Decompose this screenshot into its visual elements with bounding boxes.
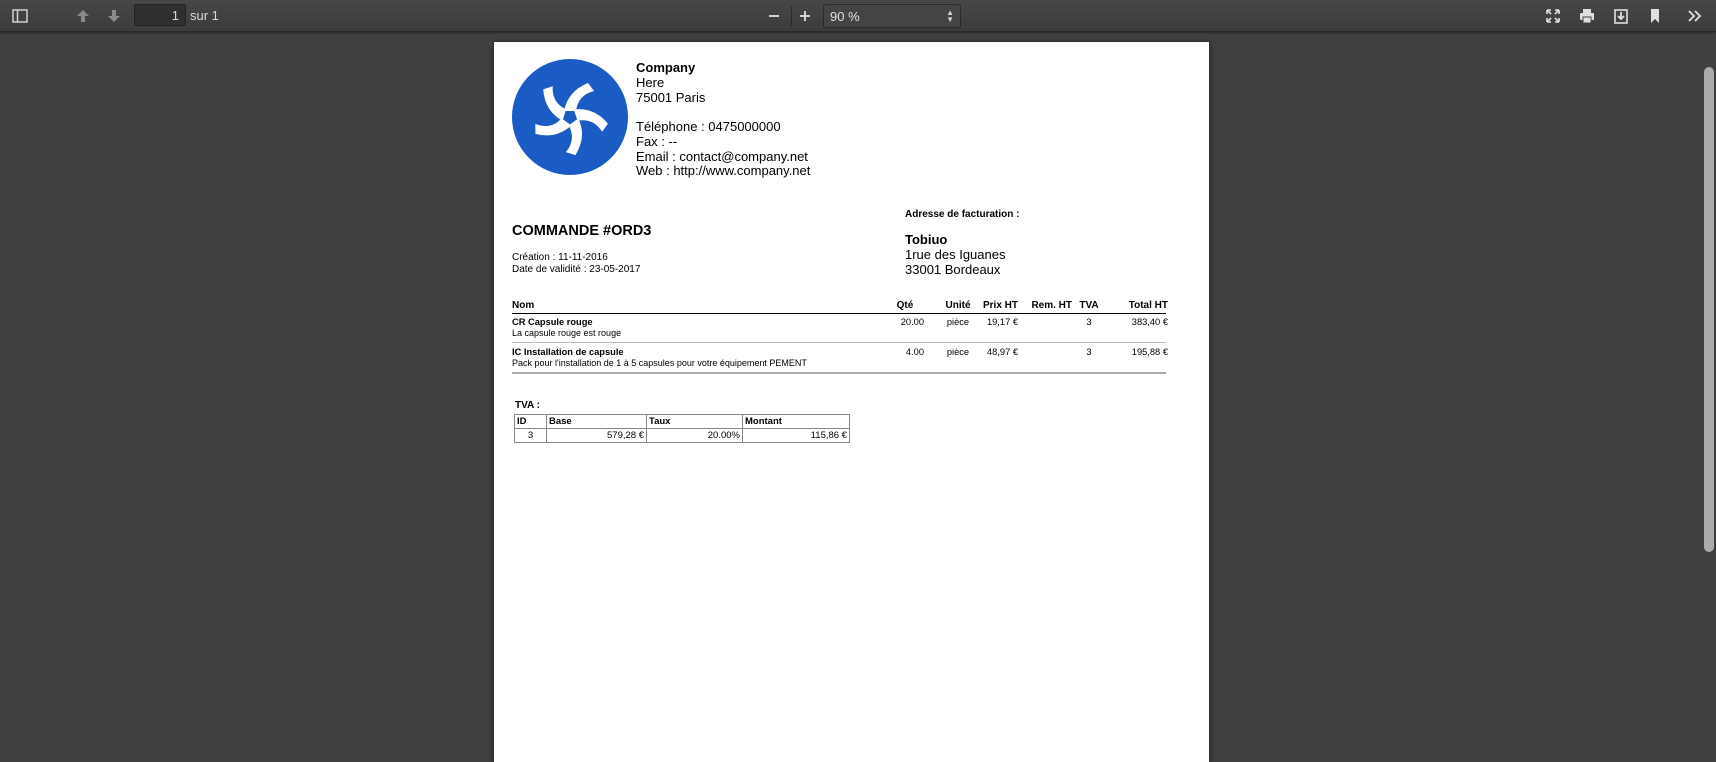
pdf-page [494, 42, 1209, 762]
tva-rate: 20.00% [647, 429, 743, 443]
row-tva: 3 [1086, 317, 1092, 327]
row-price: 48,97 € [986, 347, 1018, 357]
zoom-out-button[interactable] [761, 4, 787, 28]
tva-id: 3 [515, 429, 547, 443]
col-header-tva: TVA [1079, 300, 1099, 311]
tools-menu-button[interactable] [1682, 4, 1708, 28]
billing-address-label: Adresse de facturation : [905, 209, 1020, 220]
tva-col-base: Base [547, 415, 647, 429]
print-icon [1579, 8, 1595, 24]
next-page-button[interactable] [101, 4, 127, 28]
order-validity-date: Date de validité : 23-05-2017 [512, 264, 641, 275]
row-qty: 20.00 [900, 317, 924, 327]
arrow-up-icon [75, 8, 91, 24]
col-header-discount: Rem. HT [1031, 300, 1072, 311]
row-qty: 4.00 [905, 347, 924, 357]
company-address-line2: 75001 Paris [636, 90, 706, 105]
tva-base: 579,28 € [547, 429, 647, 443]
zoom-select[interactable] [823, 4, 961, 28]
company-fax: Fax : -- [636, 134, 678, 149]
tva-table [514, 414, 850, 443]
document-viewer[interactable] [0, 33, 1716, 748]
row-divider [512, 342, 1166, 343]
row-price: 19,17 € [986, 317, 1018, 327]
double-chevron-right-icon [1687, 9, 1703, 23]
previous-page-button[interactable] [70, 4, 96, 28]
download-icon [1613, 8, 1629, 24]
table-bottom-divider [512, 372, 1166, 374]
tva-col-id: ID [515, 415, 547, 429]
zoom-value: 90 % [830, 9, 860, 24]
download-button[interactable] [1608, 4, 1634, 28]
sidebar-toggle-button[interactable] [7, 4, 33, 28]
billing-name: Tobiuo [905, 232, 948, 247]
order-title: COMMANDE #ORD3 [512, 223, 652, 239]
row-product-name: IC Installation de capsule [512, 347, 624, 357]
company-web: Web : http://www.company.net [636, 163, 811, 178]
col-header-name: Nom [512, 300, 535, 311]
page-count-label: sur 1 [190, 8, 219, 23]
vertical-scrollbar[interactable] [1704, 67, 1714, 552]
zoom-in-button[interactable] [792, 4, 818, 28]
tva-col-rate: Taux [647, 415, 743, 429]
arrow-down-icon [106, 8, 122, 24]
billing-street: 1rue des Iguanes [905, 247, 1006, 262]
row-total: 383,40 € [1131, 317, 1168, 327]
row-product-description: Pack pour l'installation de 1 à 5 capsules pour votre équipement PEMENT [512, 358, 807, 368]
tva-col-amount: Montant [743, 415, 850, 429]
company-email: Email : contact@company.net [636, 149, 808, 164]
tva-amount: 115,86 € [743, 429, 850, 443]
order-creation-date: Création : 11-11-2016 [512, 252, 608, 263]
col-header-total: Total HT [1128, 300, 1168, 311]
row-unit: pièce [946, 317, 970, 327]
billing-city: 33001 Bordeaux [905, 262, 1001, 277]
fullscreen-icon [1545, 8, 1561, 24]
table-header-divider [512, 313, 1166, 314]
bookmark-button[interactable] [1642, 4, 1668, 28]
tva-label: TVA : [515, 400, 540, 411]
zoom-out-icon [767, 9, 781, 23]
tva-row [515, 429, 850, 443]
pdf-toolbar [0, 0, 1716, 32]
col-header-unit: Unité [945, 300, 971, 311]
row-unit: pièce [946, 347, 970, 357]
page-number-input[interactable] [134, 4, 186, 26]
print-button[interactable] [1574, 4, 1600, 28]
company-name: Company [636, 60, 696, 75]
col-header-qty: Qté [896, 300, 914, 311]
bookmark-icon [1648, 8, 1662, 24]
row-tva: 3 [1086, 347, 1092, 357]
row-product-name: CR Capsule rouge [512, 317, 593, 327]
zoom-in-icon [798, 9, 812, 23]
row-product-description: La capsule rouge est rouge [512, 328, 622, 338]
col-header-price: Prix HT [982, 300, 1018, 311]
row-total: 195,88 € [1131, 347, 1168, 357]
company-address-line1: Here [636, 75, 665, 90]
select-arrows-icon: ▲ ▼ [946, 8, 954, 24]
company-phone: Téléphone : 0475000000 [636, 119, 781, 134]
presentation-mode-button[interactable] [1540, 4, 1566, 28]
company-logo [512, 59, 628, 175]
sidebar-toggle-icon [12, 9, 28, 23]
